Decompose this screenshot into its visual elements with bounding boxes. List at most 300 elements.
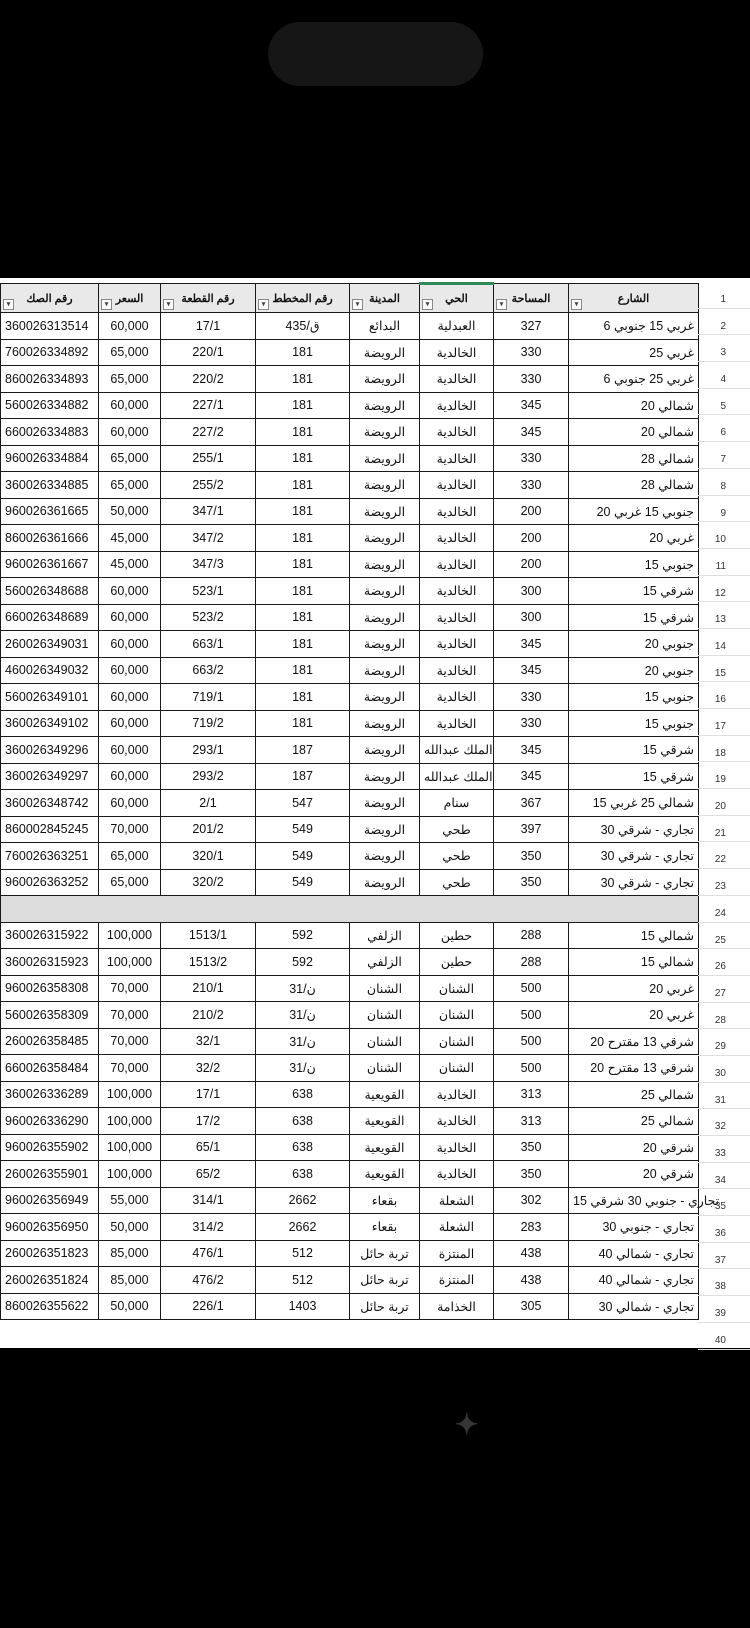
cell-price[interactable]: 65,000: [99, 445, 161, 472]
cell-area[interactable]: 367: [494, 790, 569, 817]
cell-plan[interactable]: 181: [256, 604, 350, 631]
cell-plan[interactable]: 512: [256, 1240, 350, 1267]
cell-district[interactable]: الخالدية: [420, 604, 494, 631]
cell-area[interactable]: 283: [494, 1214, 569, 1241]
cell-plan[interactable]: 181: [256, 684, 350, 711]
cell-city[interactable]: الرويضة: [350, 869, 420, 896]
cell-plot[interactable]: 476/2: [161, 1267, 256, 1294]
cell-price[interactable]: 60,000: [99, 657, 161, 684]
cell-city[interactable]: الرويضة: [350, 816, 420, 843]
cell-street[interactable]: شرقي 20: [569, 1134, 699, 1161]
row-number[interactable]: 12: [698, 576, 750, 603]
row-number[interactable]: 21: [698, 816, 750, 843]
cell-street[interactable]: تجاري - شمالي 40: [569, 1267, 699, 1294]
cell-city[interactable]: القويعية: [350, 1081, 420, 1108]
cell-area[interactable]: 345: [494, 737, 569, 764]
row-number[interactable]: 35: [698, 1189, 750, 1216]
cell-street[interactable]: شرقي 15: [569, 604, 699, 631]
cell-street[interactable]: جنوبي 15: [569, 551, 699, 578]
cell-deed[interactable]: 760026363251: [1, 843, 99, 870]
cell-city[interactable]: القويعية: [350, 1108, 420, 1135]
cell-deed[interactable]: 360026315923: [1, 949, 99, 976]
cell-city[interactable]: الرويضة: [350, 419, 420, 446]
cell-area[interactable]: 330: [494, 445, 569, 472]
cell-district[interactable]: المنتزة: [420, 1240, 494, 1267]
cell-plot[interactable]: 255/2: [161, 472, 256, 499]
row-number[interactable]: 13: [698, 602, 750, 629]
cell-district[interactable]: طحي: [420, 816, 494, 843]
cell-price[interactable]: 50,000: [99, 1293, 161, 1320]
cell-area[interactable]: 327: [494, 313, 569, 340]
cell-deed[interactable]: 360026349297: [1, 763, 99, 790]
cell-area[interactable]: 302: [494, 1187, 569, 1214]
cell-district[interactable]: الشنان: [420, 1002, 494, 1029]
cell-plot[interactable]: 17/2: [161, 1108, 256, 1135]
cell-area[interactable]: 397: [494, 816, 569, 843]
cell-district[interactable]: الخالدية: [420, 578, 494, 605]
cell-area[interactable]: 500: [494, 1055, 569, 1082]
cell-street[interactable]: جنوبي 20: [569, 631, 699, 658]
cell-deed[interactable]: 660026348689: [1, 604, 99, 631]
cell-plan[interactable]: 547: [256, 790, 350, 817]
filter-dropdown-icon[interactable]: ▾: [3, 299, 14, 310]
row-number[interactable]: 1: [698, 282, 750, 309]
row-number[interactable]: 10: [698, 522, 750, 549]
row-number[interactable]: 37: [698, 1243, 750, 1270]
cell-street[interactable]: تجاري - جنوبي 30: [569, 1214, 699, 1241]
cell-plan[interactable]: 2662: [256, 1187, 350, 1214]
header-price[interactable]: ▾ السعر: [99, 284, 161, 313]
cell-street[interactable]: شمالي 28: [569, 445, 699, 472]
cell-plan[interactable]: ق/435: [256, 313, 350, 340]
cell-street[interactable]: شرقي 15: [569, 763, 699, 790]
cell-area[interactable]: 500: [494, 1002, 569, 1029]
header-district[interactable]: ▾ الحي: [420, 284, 494, 313]
cell-plot[interactable]: 719/1: [161, 684, 256, 711]
cell-plan[interactable]: 181: [256, 657, 350, 684]
cell-plan[interactable]: 187: [256, 737, 350, 764]
cell-area[interactable]: 300: [494, 604, 569, 631]
cell-deed[interactable]: 760026334892: [1, 339, 99, 366]
cell-deed[interactable]: 260026358485: [1, 1028, 99, 1055]
row-number[interactable]: 27: [698, 976, 750, 1003]
cell-plan[interactable]: 638: [256, 1161, 350, 1188]
cell-deed[interactable]: 960026358308: [1, 975, 99, 1002]
cell-street[interactable]: شمالي 25: [569, 1108, 699, 1135]
row-number[interactable]: 38: [698, 1269, 750, 1296]
cell-city[interactable]: الشنان: [350, 1055, 420, 1082]
cell-area[interactable]: 200: [494, 551, 569, 578]
cell-plot[interactable]: 314/1: [161, 1187, 256, 1214]
cell-plan[interactable]: 592: [256, 949, 350, 976]
cell-area[interactable]: 350: [494, 869, 569, 896]
row-number[interactable]: 30: [698, 1056, 750, 1083]
cell-deed[interactable]: 260026351823: [1, 1240, 99, 1267]
cell-plan[interactable]: 181: [256, 472, 350, 499]
cell-street[interactable]: شمالي 20: [569, 392, 699, 419]
cell-price[interactable]: 65,000: [99, 472, 161, 499]
cell-street[interactable]: شرقي 13 مقترح 20: [569, 1055, 699, 1082]
cell-price[interactable]: 85,000: [99, 1240, 161, 1267]
row-number[interactable]: 6: [698, 415, 750, 442]
cell-price[interactable]: 65,000: [99, 366, 161, 393]
cell-deed[interactable]: 360026349102: [1, 710, 99, 737]
filter-dropdown-icon[interactable]: ▾: [163, 299, 174, 310]
cell-street[interactable]: غربي 20: [569, 975, 699, 1002]
row-number[interactable]: 18: [698, 736, 750, 763]
cell-area[interactable]: 345: [494, 419, 569, 446]
header-street[interactable]: ▾ الشارع: [569, 284, 699, 313]
cell-city[interactable]: الزلفي: [350, 949, 420, 976]
row-number[interactable]: 36: [698, 1216, 750, 1243]
cell-plot[interactable]: 663/1: [161, 631, 256, 658]
cell-street[interactable]: غربي 20: [569, 1002, 699, 1029]
cell-city[interactable]: الرويضة: [350, 843, 420, 870]
cell-plot[interactable]: 17/1: [161, 313, 256, 340]
cell-area[interactable]: 345: [494, 392, 569, 419]
cell-price[interactable]: 65,000: [99, 339, 161, 366]
cell-district[interactable]: الخالدية: [420, 525, 494, 552]
cell-city[interactable]: الرويضة: [350, 710, 420, 737]
cell-plan[interactable]: 512: [256, 1267, 350, 1294]
cell-plot[interactable]: 65/1: [161, 1134, 256, 1161]
cell-district[interactable]: الخالدية: [420, 498, 494, 525]
cell-city[interactable]: الرويضة: [350, 498, 420, 525]
cell-plot[interactable]: 663/2: [161, 657, 256, 684]
cell-deed[interactable]: 360026313514: [1, 313, 99, 340]
cell-street[interactable]: شمالي 25: [569, 1081, 699, 1108]
cell-deed[interactable]: 960026356950: [1, 1214, 99, 1241]
cell-price[interactable]: 70,000: [99, 975, 161, 1002]
cell-plan[interactable]: 181: [256, 498, 350, 525]
cell-deed[interactable]: 360026349296: [1, 737, 99, 764]
cell-area[interactable]: 330: [494, 366, 569, 393]
cell-plan[interactable]: 181: [256, 366, 350, 393]
cell-area[interactable]: 313: [494, 1081, 569, 1108]
cell-district[interactable]: الشنان: [420, 975, 494, 1002]
cell-area[interactable]: 500: [494, 975, 569, 1002]
cell-street[interactable]: تجاري - شرقي 30: [569, 816, 699, 843]
cell-deed[interactable]: 960026336290: [1, 1108, 99, 1135]
cell-street[interactable]: شرقي 13 مقترح 20: [569, 1028, 699, 1055]
cell-deed[interactable]: 960026334884: [1, 445, 99, 472]
header-deed[interactable]: ▾ رقم الصك: [1, 284, 99, 313]
cell-deed[interactable]: 960026363252: [1, 869, 99, 896]
cell-city[interactable]: القويعية: [350, 1134, 420, 1161]
cell-area[interactable]: 350: [494, 843, 569, 870]
cell-plot[interactable]: 227/2: [161, 419, 256, 446]
cell-area[interactable]: 345: [494, 657, 569, 684]
cell-district[interactable]: الخالدية: [420, 1081, 494, 1108]
cell-plot[interactable]: 32/1: [161, 1028, 256, 1055]
cell-street[interactable]: تجاري - جنوبي 30 شرقي 15: [569, 1187, 699, 1214]
cell-city[interactable]: تربة حائل: [350, 1267, 420, 1294]
cell-district[interactable]: الخالدية: [420, 551, 494, 578]
cell-price[interactable]: 60,000: [99, 313, 161, 340]
cell-price[interactable]: 65,000: [99, 843, 161, 870]
cell-price[interactable]: 100,000: [99, 922, 161, 949]
cell-price[interactable]: 45,000: [99, 525, 161, 552]
cell-plan[interactable]: 549: [256, 869, 350, 896]
cell-price[interactable]: 60,000: [99, 710, 161, 737]
row-number[interactable]: 32: [698, 1109, 750, 1136]
cell-plot[interactable]: 210/1: [161, 975, 256, 1002]
cell-plot[interactable]: 476/1: [161, 1240, 256, 1267]
cell-city[interactable]: الرويضة: [350, 339, 420, 366]
cell-plan[interactable]: ن/31: [256, 1028, 350, 1055]
cell-price[interactable]: 100,000: [99, 1108, 161, 1135]
cell-plan[interactable]: 181: [256, 339, 350, 366]
cell-deed[interactable]: 460026349032: [1, 657, 99, 684]
cell-street[interactable]: تجاري - شرقي 30: [569, 869, 699, 896]
cell-plot[interactable]: 220/2: [161, 366, 256, 393]
cell-price[interactable]: 100,000: [99, 1134, 161, 1161]
cell-city[interactable]: القويعية: [350, 1161, 420, 1188]
cell-district[interactable]: الخالدية: [420, 472, 494, 499]
cell-plan[interactable]: 549: [256, 843, 350, 870]
cell-city[interactable]: الرويضة: [350, 684, 420, 711]
cell-street[interactable]: غربي 25 جنوبي 6: [569, 366, 699, 393]
cell-district[interactable]: الخالدية: [420, 631, 494, 658]
cell-deed[interactable]: 960026356949: [1, 1187, 99, 1214]
cell-street[interactable]: شرقي 15: [569, 737, 699, 764]
row-number[interactable]: 19: [698, 762, 750, 789]
cell-city[interactable]: الرويضة: [350, 604, 420, 631]
cell-district[interactable]: الملك عبدالله: [420, 763, 494, 790]
cell-area[interactable]: 350: [494, 1161, 569, 1188]
cell-price[interactable]: 70,000: [99, 1055, 161, 1082]
cell-price[interactable]: 100,000: [99, 1081, 161, 1108]
cell-district[interactable]: الشعلة: [420, 1187, 494, 1214]
cell-district[interactable]: الخالدية: [420, 392, 494, 419]
cell-street[interactable]: غربي 15 جنوبي 6: [569, 313, 699, 340]
row-number[interactable]: 3: [698, 335, 750, 362]
cell-district[interactable]: الخالدية: [420, 1161, 494, 1188]
cell-plan[interactable]: 549: [256, 816, 350, 843]
row-number[interactable]: 4: [698, 362, 750, 389]
cell-plan[interactable]: 638: [256, 1134, 350, 1161]
cell-city[interactable]: الرويضة: [350, 763, 420, 790]
cell-plot[interactable]: 220/1: [161, 339, 256, 366]
cell-city[interactable]: تربة حائل: [350, 1293, 420, 1320]
cell-district[interactable]: الخالدية: [420, 1134, 494, 1161]
cell-street[interactable]: شمالي 28: [569, 472, 699, 499]
cell-deed[interactable]: 860026334893: [1, 366, 99, 393]
cell-deed[interactable]: 260026349031: [1, 631, 99, 658]
cell-plan[interactable]: 181: [256, 419, 350, 446]
cell-city[interactable]: الرويضة: [350, 657, 420, 684]
cell-price[interactable]: 60,000: [99, 737, 161, 764]
cell-city[interactable]: الرويضة: [350, 525, 420, 552]
cell-price[interactable]: 60,000: [99, 392, 161, 419]
row-number[interactable]: 34: [698, 1163, 750, 1190]
row-number[interactable]: 26: [698, 949, 750, 976]
cell-deed[interactable]: 360026336289: [1, 1081, 99, 1108]
cell-price[interactable]: 60,000: [99, 763, 161, 790]
cell-plot[interactable]: 255/1: [161, 445, 256, 472]
cell-deed[interactable]: 960026361665: [1, 498, 99, 525]
row-number[interactable]: 29: [698, 1029, 750, 1056]
cell-street[interactable]: شرقي 20: [569, 1161, 699, 1188]
cell-deed[interactable]: 560026349101: [1, 684, 99, 711]
cell-city[interactable]: الشنان: [350, 975, 420, 1002]
cell-plan[interactable]: 181: [256, 551, 350, 578]
cell-plot[interactable]: 210/2: [161, 1002, 256, 1029]
row-number[interactable]: 15: [698, 656, 750, 683]
cell-district[interactable]: الشنان: [420, 1055, 494, 1082]
filter-dropdown-icon[interactable]: ▾: [496, 299, 507, 310]
cell-deed[interactable]: 360026348742: [1, 790, 99, 817]
cell-area[interactable]: 330: [494, 339, 569, 366]
cell-deed[interactable]: 560026334882: [1, 392, 99, 419]
cell-city[interactable]: الشنان: [350, 1002, 420, 1029]
row-number[interactable]: 5: [698, 389, 750, 416]
row-number[interactable]: 28: [698, 1003, 750, 1030]
cell-city[interactable]: الرويضة: [350, 366, 420, 393]
cell-area[interactable]: 330: [494, 472, 569, 499]
cell-plan[interactable]: 1403: [256, 1293, 350, 1320]
cell-price[interactable]: 65,000: [99, 869, 161, 896]
cell-district[interactable]: الخالدية: [420, 684, 494, 711]
cell-district[interactable]: المنتزة: [420, 1267, 494, 1294]
cell-city[interactable]: الرويضة: [350, 392, 420, 419]
cell-street[interactable]: جنوبي 20: [569, 657, 699, 684]
cell-deed[interactable]: 660026334883: [1, 419, 99, 446]
cell-city[interactable]: بقعاء: [350, 1214, 420, 1241]
cell-plan[interactable]: 592: [256, 922, 350, 949]
cell-area[interactable]: 330: [494, 684, 569, 711]
cell-street[interactable]: تجاري - شمالي 40: [569, 1240, 699, 1267]
cell-district[interactable]: الخالدية: [420, 419, 494, 446]
cell-deed[interactable]: 660026358484: [1, 1055, 99, 1082]
cell-price[interactable]: 70,000: [99, 1028, 161, 1055]
cell-area[interactable]: 345: [494, 763, 569, 790]
cell-plot[interactable]: 1513/2: [161, 949, 256, 976]
cell-deed[interactable]: 960026355902: [1, 1134, 99, 1161]
cell-city[interactable]: تربة حائل: [350, 1240, 420, 1267]
cell-street[interactable]: شمالي 20: [569, 419, 699, 446]
cell-price[interactable]: 85,000: [99, 1267, 161, 1294]
filter-dropdown-icon[interactable]: ▾: [258, 299, 269, 310]
cell-plot[interactable]: 523/1: [161, 578, 256, 605]
cell-price[interactable]: 45,000: [99, 551, 161, 578]
cell-area[interactable]: 288: [494, 949, 569, 976]
cell-street[interactable]: جنوبي 15 غربي 20: [569, 498, 699, 525]
cell-price[interactable]: 60,000: [99, 790, 161, 817]
cell-plan[interactable]: ن/31: [256, 1055, 350, 1082]
cell-district[interactable]: طحي: [420, 843, 494, 870]
cell-deed[interactable]: 860026361666: [1, 525, 99, 552]
cell-price[interactable]: 60,000: [99, 631, 161, 658]
cell-plan[interactable]: 181: [256, 710, 350, 737]
cell-plan[interactable]: 181: [256, 631, 350, 658]
cell-district[interactable]: الشعلة: [420, 1214, 494, 1241]
cell-plot[interactable]: 293/1: [161, 737, 256, 764]
cell-city[interactable]: الرويضة: [350, 578, 420, 605]
cell-deed[interactable]: 360026334885: [1, 472, 99, 499]
cell-area[interactable]: 500: [494, 1028, 569, 1055]
cell-plot[interactable]: 227/1: [161, 392, 256, 419]
cell-city[interactable]: الرويضة: [350, 445, 420, 472]
row-number[interactable]: 17: [698, 709, 750, 736]
row-number[interactable]: 11: [698, 549, 750, 576]
cell-area[interactable]: 288: [494, 922, 569, 949]
cell-price[interactable]: 60,000: [99, 684, 161, 711]
row-number[interactable]: 24: [698, 896, 750, 923]
cell-city[interactable]: الرويضة: [350, 631, 420, 658]
cell-plan[interactable]: 181: [256, 445, 350, 472]
cell-city[interactable]: الشنان: [350, 1028, 420, 1055]
cell-price[interactable]: 50,000: [99, 498, 161, 525]
row-number[interactable]: 39: [698, 1296, 750, 1323]
header-city[interactable]: ▾ المدينة: [350, 284, 420, 313]
cell-city[interactable]: بقعاء: [350, 1187, 420, 1214]
cell-plot[interactable]: 2/1: [161, 790, 256, 817]
row-number[interactable]: 40: [698, 1323, 750, 1350]
cell-plan[interactable]: 638: [256, 1081, 350, 1108]
cell-district[interactable]: الخالدية: [420, 710, 494, 737]
cell-plot[interactable]: 347/2: [161, 525, 256, 552]
cell-area[interactable]: 438: [494, 1240, 569, 1267]
cell-street[interactable]: شمالي 15: [569, 949, 699, 976]
cell-district[interactable]: الخالدية: [420, 1108, 494, 1135]
cell-plot[interactable]: 523/2: [161, 604, 256, 631]
cell-street[interactable]: شرقي 15: [569, 578, 699, 605]
row-number[interactable]: 7: [698, 442, 750, 469]
cell-street[interactable]: تجاري - شمالي 30: [569, 1293, 699, 1320]
cell-plan[interactable]: 181: [256, 578, 350, 605]
cell-price[interactable]: 60,000: [99, 604, 161, 631]
header-plot[interactable]: ▾ رقم القطعة: [161, 284, 256, 313]
cell-district[interactable]: الخالدية: [420, 339, 494, 366]
cell-street[interactable]: غربي 20: [569, 525, 699, 552]
cell-price[interactable]: 70,000: [99, 816, 161, 843]
cell-area[interactable]: 313: [494, 1108, 569, 1135]
cell-city[interactable]: الرويضة: [350, 737, 420, 764]
filter-dropdown-icon[interactable]: ▾: [101, 299, 112, 310]
cell-street[interactable]: غربي 25: [569, 339, 699, 366]
cell-street[interactable]: تجاري - شرقي 30: [569, 843, 699, 870]
cell-price[interactable]: 50,000: [99, 1214, 161, 1241]
cell-plan[interactable]: 187: [256, 763, 350, 790]
cell-plot[interactable]: 293/2: [161, 763, 256, 790]
cell-district[interactable]: حطين: [420, 922, 494, 949]
cell-deed[interactable]: 360026315922: [1, 922, 99, 949]
cell-area[interactable]: 330: [494, 710, 569, 737]
filter-dropdown-icon[interactable]: ▾: [571, 299, 582, 310]
cell-price[interactable]: 60,000: [99, 419, 161, 446]
cell-plot[interactable]: 347/3: [161, 551, 256, 578]
cell-city[interactable]: الرويضة: [350, 472, 420, 499]
cell-plot[interactable]: 347/1: [161, 498, 256, 525]
cell-deed[interactable]: 260026355901: [1, 1161, 99, 1188]
cell-district[interactable]: الملك عبدالله: [420, 737, 494, 764]
cell-deed[interactable]: 860026355622: [1, 1293, 99, 1320]
row-number[interactable]: 2: [698, 309, 750, 336]
cell-area[interactable]: 350: [494, 1134, 569, 1161]
cell-deed[interactable]: 960026361667: [1, 551, 99, 578]
cell-price[interactable]: 100,000: [99, 949, 161, 976]
cell-area[interactable]: 345: [494, 631, 569, 658]
cell-district[interactable]: حطين: [420, 949, 494, 976]
filter-dropdown-icon[interactable]: ▾: [422, 299, 433, 310]
cell-district[interactable]: الخذامة: [420, 1293, 494, 1320]
cell-street[interactable]: شمالي 25 غربي 15: [569, 790, 699, 817]
cell-price[interactable]: 55,000: [99, 1187, 161, 1214]
cell-plot[interactable]: 320/2: [161, 869, 256, 896]
cell-deed[interactable]: 560026358309: [1, 1002, 99, 1029]
cell-plan[interactable]: ن/31: [256, 1002, 350, 1029]
